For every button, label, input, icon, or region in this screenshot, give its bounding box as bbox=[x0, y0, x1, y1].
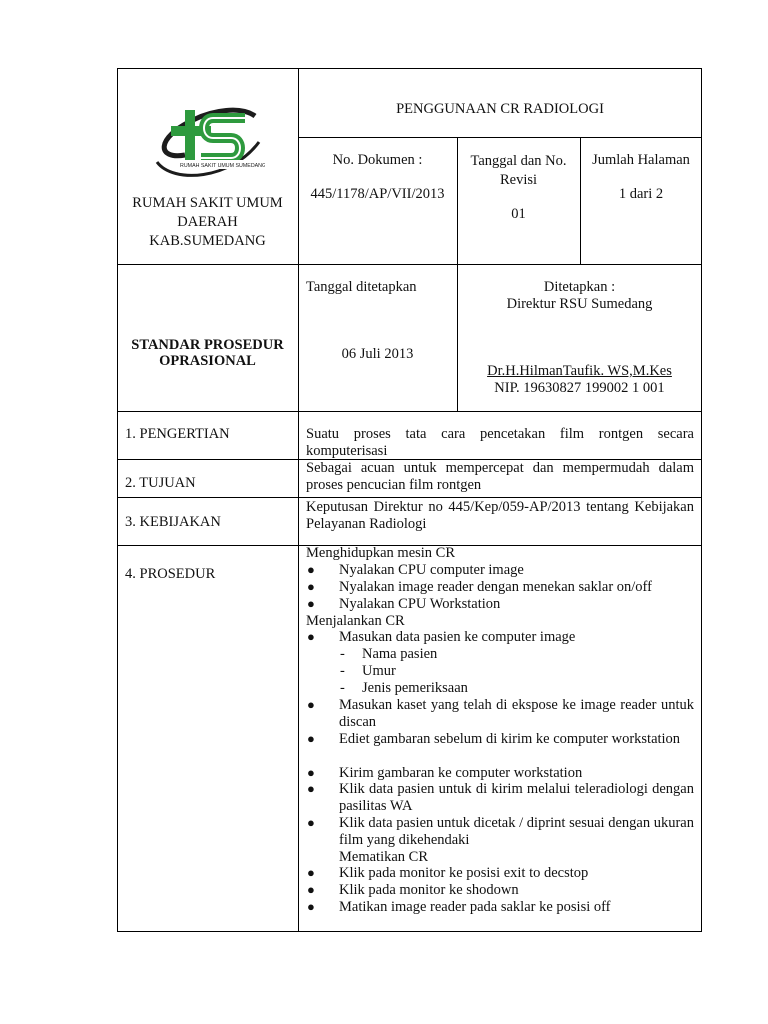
bullet-icon: ● bbox=[307, 579, 315, 594]
dash-icon: - bbox=[340, 663, 345, 679]
section-text-pengertian: Suatu proses tata cara pencetakan film rontgen secara komputerisasi bbox=[306, 426, 694, 459]
doc-no-value: 445/1178/AP/VII/2013 bbox=[310, 186, 445, 202]
section-text-tujuan: Sebagai acuan untuk mempercepat dan mempermudah dalam proses pencucian film rontgen bbox=[306, 460, 694, 493]
procedure-step: Masukan kaset yang telah di ekspose ke image reader untuk discan bbox=[339, 697, 694, 730]
signer-nip: NIP. 19630827 199002 1 001 bbox=[494, 380, 665, 396]
procedure-step: Klik data pasien untuk di kirim melalui teleradiologi dengan pasilitas WA bbox=[339, 781, 694, 814]
sop-title bbox=[118, 337, 297, 369]
dash-icon: - bbox=[340, 680, 345, 696]
revision-label-line: Tanggal dan No. bbox=[470, 153, 567, 169]
procedure-step: Kirim gambaran ke computer workstation bbox=[339, 765, 583, 781]
sop-title-line: OPRASIONAL bbox=[159, 353, 256, 369]
revision-label bbox=[457, 152, 580, 190]
procedure-heading-start: Menghidupkan mesin CR bbox=[306, 545, 456, 561]
procedure-step: Klik pada monitor ke shodown bbox=[339, 882, 519, 898]
procedure-step: Ediet gambaran sebelum di kirim ke computer workstation bbox=[339, 731, 681, 747]
bullet-icon: ● bbox=[307, 629, 315, 644]
date-label: Tanggal ditetapkan bbox=[306, 279, 417, 295]
approval-label: Ditetapkan : bbox=[543, 279, 616, 295]
sop-title-line: STANDAR PROSEDUR bbox=[131, 337, 284, 353]
row-divider bbox=[298, 137, 702, 138]
row-divider bbox=[117, 264, 702, 265]
bullet-icon: ● bbox=[307, 596, 315, 611]
hospital-name-line: DAERAH bbox=[177, 214, 238, 230]
pages-value: 1 dari 2 bbox=[618, 186, 664, 202]
bullet-icon: ● bbox=[307, 781, 315, 796]
procedure-step: Klik data pasien untuk dicetak / diprint sesuai dengan ukuran film yang dikehendaki bbox=[339, 815, 694, 848]
procedure-step: Nyalakan CPU computer image bbox=[339, 562, 524, 578]
revision-label-line: Revisi bbox=[499, 172, 538, 188]
doc-no-label: No. Dokumen : bbox=[332, 152, 423, 168]
bullet-icon: ● bbox=[307, 815, 315, 830]
hospital-name bbox=[118, 194, 297, 251]
hospital-name-line: KAB.SUMEDANG bbox=[149, 233, 266, 249]
section-label-prosedur: 4. PROSEDUR bbox=[125, 566, 216, 582]
bullet-icon: ● bbox=[307, 697, 315, 712]
procedure-substep: Nama pasien bbox=[362, 646, 438, 662]
procedure-step: Masukan data pasien ke computer image bbox=[339, 629, 576, 645]
procedure-step: Nyalakan CPU Workstation bbox=[339, 596, 501, 612]
hospital-logo bbox=[155, 100, 265, 185]
bullet-icon: ● bbox=[307, 882, 315, 897]
bullet-icon: ● bbox=[307, 865, 315, 880]
row-divider bbox=[117, 497, 702, 498]
section-text-kebijakan: Keputusan Direktur no 445/Kep/059-AP/2013 tentang Kebijakan Pelayanan Radiologi bbox=[306, 499, 694, 532]
revision-value: 01 bbox=[511, 206, 526, 222]
procedure-step: Matikan image reader pada saklar ke posisi off bbox=[339, 899, 611, 915]
procedure-heading-stop: Mematikan CR bbox=[339, 849, 429, 865]
date-value: 06 Juli 2013 bbox=[341, 346, 414, 362]
procedure-substep: Umur bbox=[362, 663, 396, 679]
procedure-heading-run: Menjalankan CR bbox=[306, 613, 405, 629]
approval-role: Direktur RSU Sumedang bbox=[506, 296, 653, 312]
pages-label: Jumlah Halaman bbox=[592, 152, 690, 168]
bullet-icon: ● bbox=[307, 899, 315, 914]
bullet-icon: ● bbox=[307, 731, 315, 746]
bullet-icon: ● bbox=[307, 562, 315, 577]
dash-icon: - bbox=[340, 646, 345, 662]
section-label-pengertian: 1. PENGERTIAN bbox=[125, 426, 230, 442]
document-title: PENGGUNAAN CR RADIOLOGI bbox=[396, 101, 604, 117]
procedure-step: Klik pada monitor ke posisi exit to decstop bbox=[339, 865, 589, 881]
section-label-kebijakan: 3. KEBIJAKAN bbox=[125, 514, 221, 530]
bullet-icon: ● bbox=[307, 765, 315, 780]
section-label-tujuan: 2. TUJUAN bbox=[125, 475, 196, 491]
hospital-name-line: RUMAH SAKIT UMUM bbox=[132, 195, 283, 211]
row-divider bbox=[117, 411, 702, 412]
procedure-step: Nyalakan image reader dengan menekan saklar on/off bbox=[339, 579, 652, 595]
procedure-substep: Jenis pemeriksaan bbox=[362, 680, 468, 696]
signer-name: Dr.H.HilmanTaufik. WS,M.Kes bbox=[487, 363, 672, 379]
logo-text: RUMAH SAKIT UMUM SUMEDANG bbox=[180, 163, 265, 169]
